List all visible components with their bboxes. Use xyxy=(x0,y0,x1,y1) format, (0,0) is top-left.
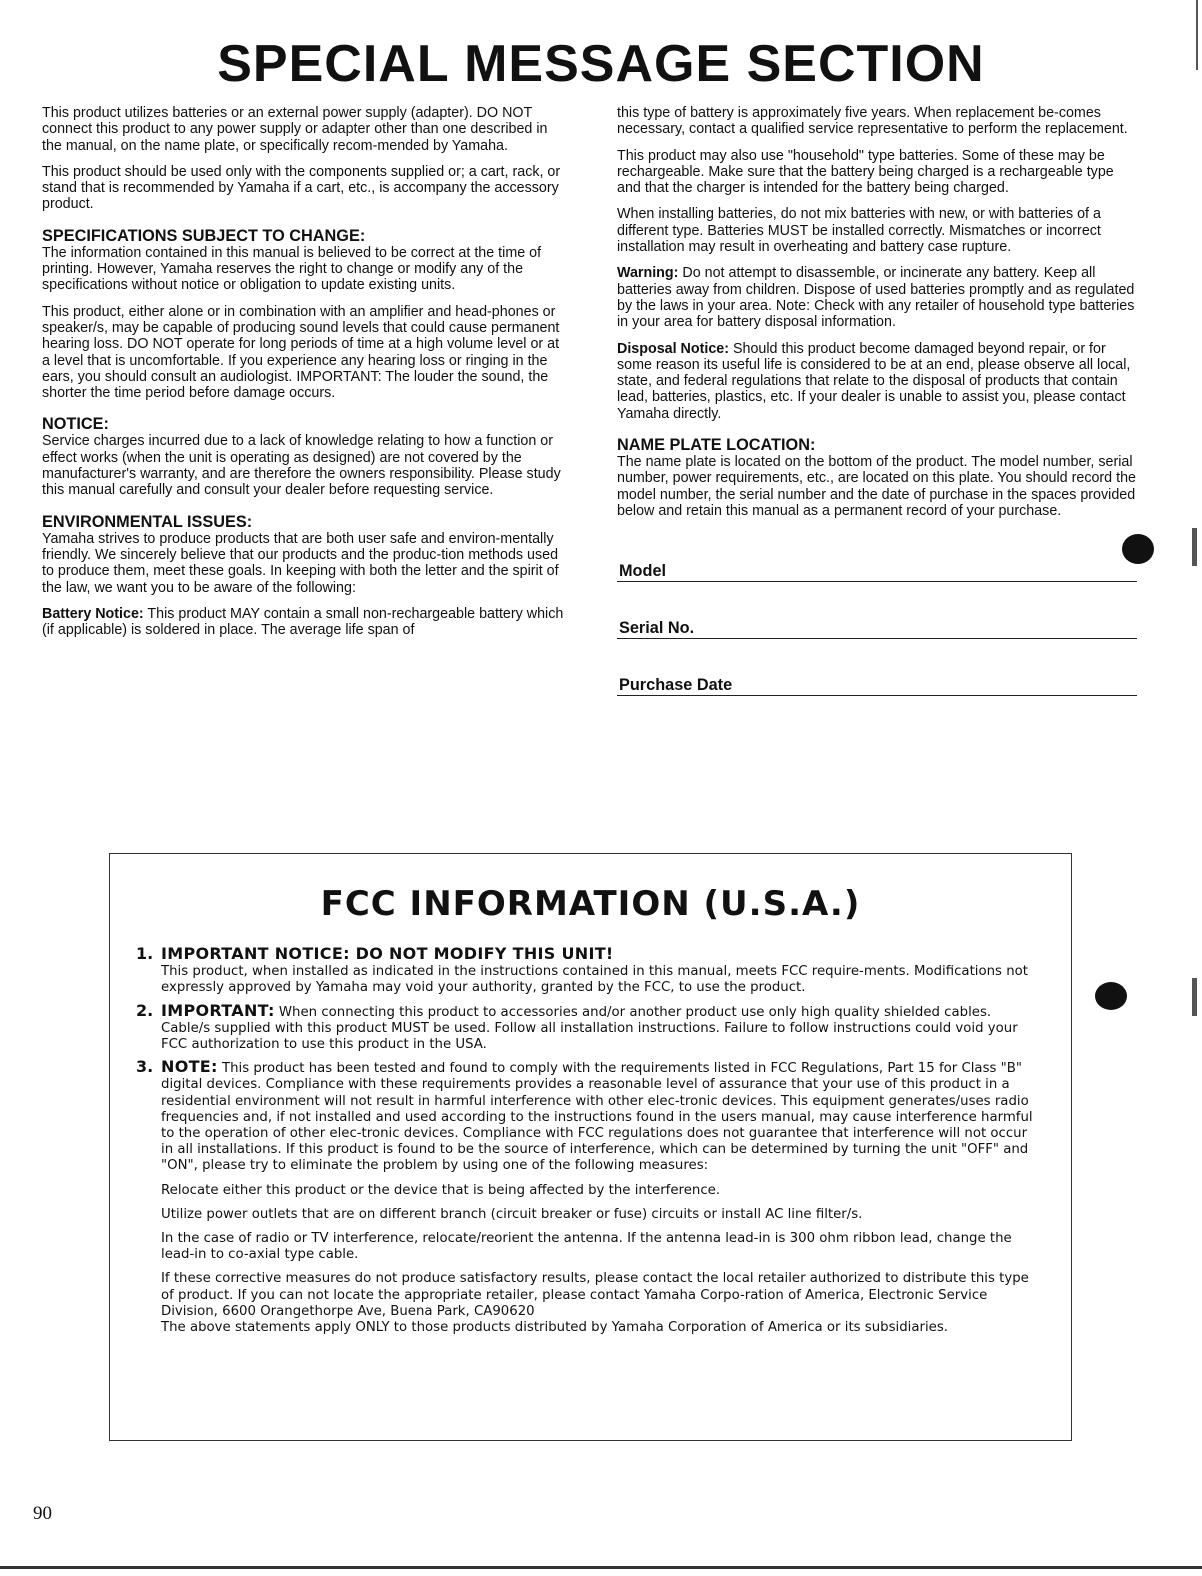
specs-paragraph-2: This product, either alone or in combination with an amplifier and head-phones or speaker/s, may be capable of producing sound levels that could cause permanent hearing loss. DO NOT operate for long periods of time at a high volume level or at a level that is uncomfortable. If you experience any hearing loss or ringing in the ears, you should consult an audiologist. IMPORTANT: The louder the sound, the shorter the time period before damage occurs. xyxy=(42,303,560,402)
intro-paragraph-2: This product should be used only with the components supplied or; a cart, rack, or stand that is recommended by Yamaha if a cart, etc., is accompany the accessory product. xyxy=(42,163,561,213)
fcc-list xyxy=(132,946,1042,1336)
fcc-item-3-text: This product has been tested and found to comply with the requirements listed in FCC Regulations, Part 15 for Class "B" digital devices. Compliance with these requirements provides a reasonable level of assurance that your use of this product in a residential environment will not result in harmful interference with other elec-tronic devices. This equipment generates/uses radio frequencies and, if not installed and used according to the instructions found in the users manual, may cause interference harmful to the operation of other elec-tronic devices. Compliance with FCC regulations does not guarantee that interference will not occur in all installations. If this product is found to be the source of interference, which can be determined by turning the unit "OFF" and "ON", please try to eliminate the problem by using one of the following measures: xyxy=(161,1061,1033,1174)
fcc-information-box xyxy=(109,853,1072,1441)
fcc-item-1 xyxy=(132,946,1042,997)
specs-heading: SPECIFICATIONS SUBJECT TO CHANGE: xyxy=(42,226,366,245)
left-column xyxy=(42,105,564,648)
warning-label: Warning: xyxy=(617,265,679,282)
battery-notice-paragraph xyxy=(42,606,564,639)
installing-batteries-paragraph: When installing batteries, do not mix batteries with new, or with batteries of a different type. Batteries MUST be installed correctly. Mismatches or incorrect installation may result in overheating and battery case rupture. xyxy=(617,206,1101,256)
warning-text: Do not attempt to disassemble, or incinerate any battery. Keep all batteries away from children. Dispose of used batteries promptly and as regulated by the laws in your area. Note: Check with any retailer of household type batteries in your area for battery disposal information. xyxy=(617,265,1135,331)
fcc-item-1-heading: IMPORTANT NOTICE: DO NOT MODIFY THIS UNIT! xyxy=(161,944,614,963)
notice-heading: NOTICE: xyxy=(42,415,109,434)
battery-notice-label: Battery Notice: xyxy=(42,605,144,622)
binder-hole-mark-upper xyxy=(1122,534,1154,564)
intro-paragraph-1: This product utilizes batteries or an external power supply (adapter). DO NOT connect this product to any power supply or adapter other than one described in the manual, on the name plate, or specifically recom-mended by Yamaha. xyxy=(42,105,548,154)
household-batteries-paragraph: This product may also use "household" type batteries. Some of these may be rechargeable. Make sure that the battery being charged is a rechargeable type and that the charger is intended for the battery being charged. xyxy=(617,147,1114,197)
purchase-date-label: Purchase Date xyxy=(619,675,733,694)
right-column xyxy=(617,105,1137,696)
notice-paragraph: Service charges incurred due to a lack of knowledge relating to how a function or effect works (when the unit is operating as designed) are not covered by the manufacturer's warranty, and are therefore the owners responsibility. Please study this manual carefully and consult your dealer before requesting service. xyxy=(42,433,561,499)
edge-mark-upper xyxy=(1192,528,1197,566)
model-label: Model xyxy=(619,561,667,580)
disposal-label: Disposal Notice: xyxy=(617,340,730,357)
model-field[interactable] xyxy=(617,535,1137,582)
page-title: SPECIAL MESSAGE SECTION xyxy=(217,35,985,93)
binder-hole-mark-lower xyxy=(1095,982,1127,1010)
serial-number-field[interactable] xyxy=(617,592,1137,639)
serial-number-label: Serial No. xyxy=(619,618,695,637)
edge-rule-top xyxy=(1196,0,1198,70)
fcc-item-3 xyxy=(132,1059,1042,1174)
purchase-date-field[interactable] xyxy=(617,649,1137,696)
disposal-text: Should this product become damaged beyond repair, or for some reason its useful life is considered to be at an end, please observe all local, state, and federal regulations that relate to the disposal of products that contain lead, batteries, plastics, etc. If your dealer is unable to assist you, please contact Yamaha directly. xyxy=(617,340,1131,422)
nameplate-heading: NAME PLATE LOCATION: xyxy=(617,436,816,455)
fcc-item-2-heading: IMPORTANT: xyxy=(161,1000,275,1020)
disposal-paragraph xyxy=(617,341,1137,422)
fcc-item-2-text: When connecting this product to accessories and/or another product use only high quality shielded cables. Cable/s supplied with this product MUST be used. Follow all installation instructions. Failure to follow instructions could void your FCC authorization to use this product in the USA. xyxy=(161,1004,1018,1053)
fcc-measure-3: In the case of radio or TV interference, relocate/reorient the antenna. If the antenna lead-in is 300 ohm ribbon lead, change the lead-in to co-axial type cable. xyxy=(161,1231,1012,1263)
bottom-rule xyxy=(0,1566,1202,1569)
fcc-measure-1: Relocate either this product or the device that is being affected by the interference. xyxy=(161,1182,721,1198)
fcc-item-1-text: This product, when installed as indicated in the instructions contained in this manual, meets FCC require-ments. Modifications not expressly approved by Yamaha may void your authority, granted by the FCC, to use the product. xyxy=(161,964,1028,996)
environment-heading: ENVIRONMENTAL ISSUES: xyxy=(42,512,253,531)
environment-paragraph: Yamaha strives to produce products that are both user safe and environ-mentally friendly. We sincerely believe that our products and the produc-tion methods used to produce them, meet these goals. In keeping with both the letter and the spirit of the law, we want you to be aware of the following: xyxy=(42,530,559,596)
battery-notice-text: This product MAY contain a small non-rechargeable battery which (if applicable) is soldered in place. The average life span of xyxy=(42,605,564,639)
fcc-item-3-number: 3. xyxy=(136,1057,154,1077)
fcc-title: FCC INFORMATION (U.S.A.) xyxy=(320,884,861,924)
warning-paragraph xyxy=(617,265,1137,330)
fcc-item-2-number: 2. xyxy=(136,1000,154,1020)
edge-mark-lower xyxy=(1192,978,1197,1016)
fcc-item-1-number: 1. xyxy=(136,944,154,963)
fcc-item-2 xyxy=(132,1000,1042,1054)
page-number: 90 xyxy=(33,1503,52,1524)
battery-continuation-paragraph: this type of battery is approximately five years. When replacement be-comes necessary, contact a qualified service representative to perform the replacement. xyxy=(617,105,1128,138)
fcc-item-3-heading: NOTE: xyxy=(161,1057,218,1077)
fcc-closing: The above statements apply ONLY to those products distributed by Yamaha Corporation of America or its subsidiaries. xyxy=(161,1320,949,1336)
specs-paragraph-1: The information contained in this manual is believed to be correct at the time of printing. However, Yamaha reserves the right to change or modify any of the specifications without notice or obligation to update existing units. xyxy=(42,244,542,294)
fcc-measure-4: If these corrective measures do not produce satisfactory results, please contact the local retailer authorized to distribute this type of product. If you can not locate the appropriate retailer, please contact Yamaha Corpo-ration of America, Electronic Service Division, 6600 Orangethorpe Ave, Buena Park, CA90620 xyxy=(161,1271,1029,1319)
nameplate-paragraph: The name plate is located on the bottom of the product. The model number, serial number, power requirements, etc., are located on this plate. You should record the model number, the serial number and the date of purchase in the spaces provided below and retain this manual as a permanent record of your purchase. xyxy=(617,454,1136,519)
fcc-measure-2: Utilize power outlets that are on different branch (circuit breaker or fuse) circuits or install AC line filter/s. xyxy=(161,1206,863,1222)
